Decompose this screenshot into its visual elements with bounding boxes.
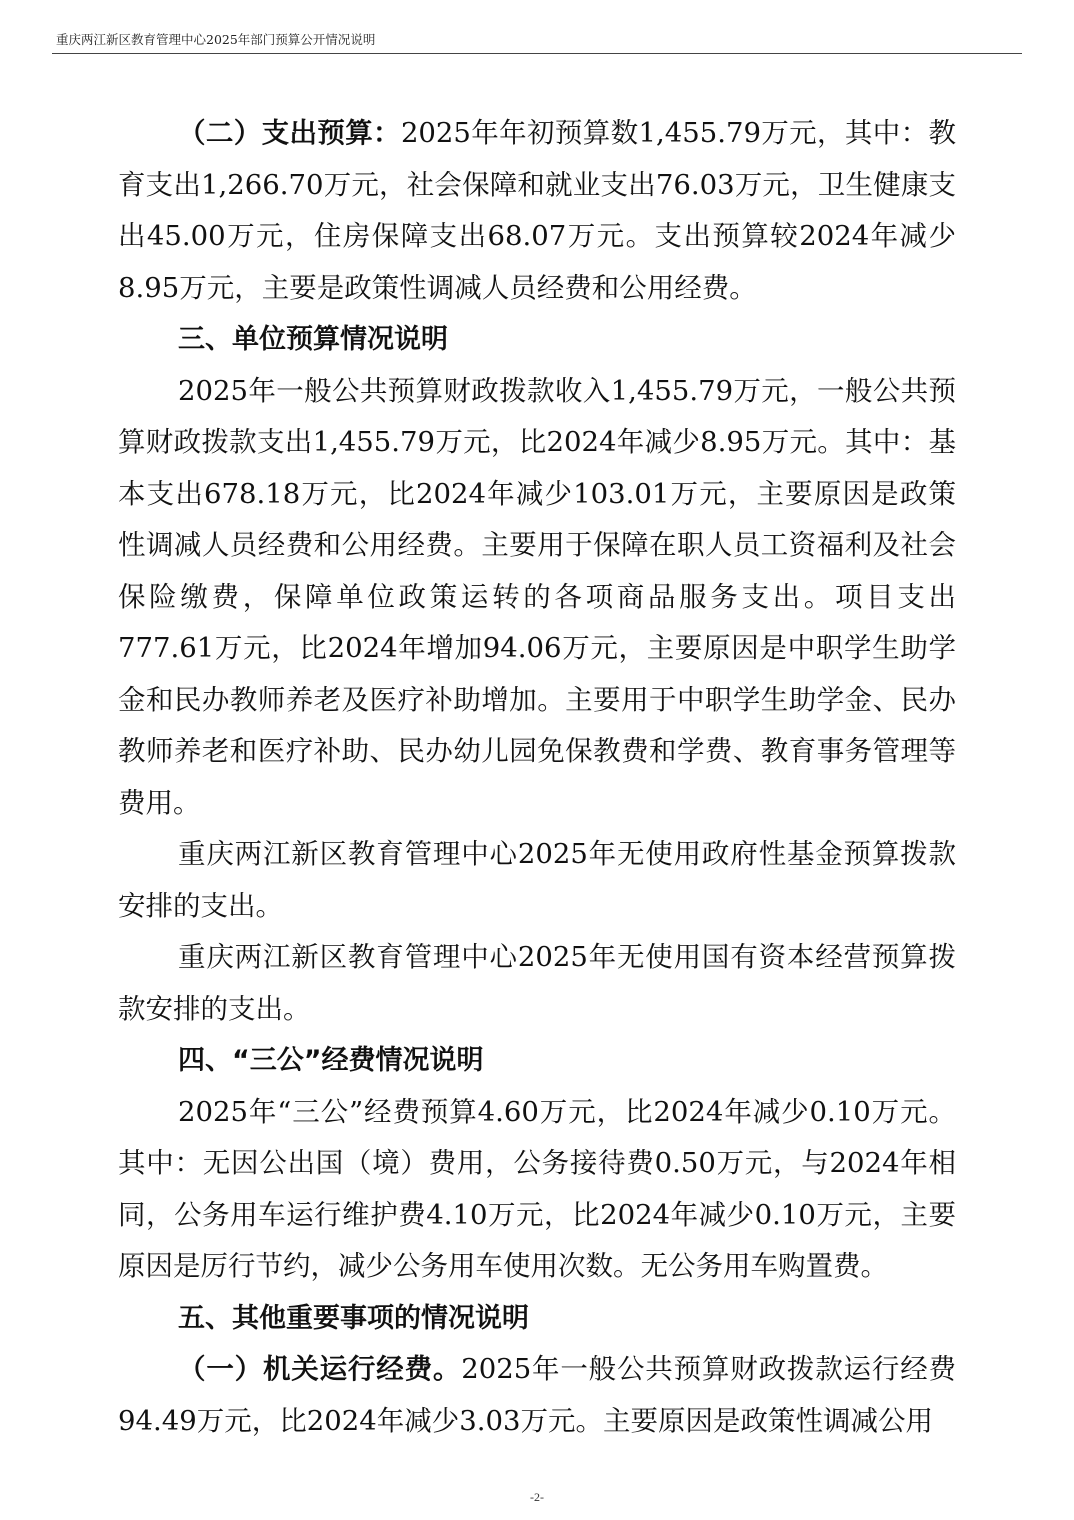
subsection-label-operating: （一）机关运行经费。 [178, 1353, 462, 1385]
section-heading-three-public: 四、“三公”经费情况说明 [178, 1045, 484, 1076]
expenditure-budget-paragraph [118, 108, 956, 314]
running-header: 重庆两江新区教育管理中心2025年部门预算公开情况说明 [56, 32, 376, 47]
three-public-paragraph: 2025年“三公”经费预算4.60万元，比2024年减少0.10万元。其中：无因公出国（境）费用，公务接待费0.50万元，与2024年相同，公务用车运行维护费4.10万元，比2024年减少0.10万元，主要原因是厉行节约，减少公务用车使用次数。无公务用车购置费。 [118, 1095, 956, 1282]
government-fund-paragraph: 重庆两江新区教育管理中心2025年无使用政府性基金预算拨款安排的支出。 [118, 838, 956, 922]
header-divider [52, 53, 1022, 54]
state-capital-paragraph: 重庆两江新区教育管理中心2025年无使用国有资本经营预算拨款安排的支出。 [118, 941, 956, 1025]
document-body [118, 108, 956, 1447]
unit-budget-paragraph: 2025年一般公共预算财政拨款收入1,455.79万元，一般公共预算财政拨款支出1,455.79万元，比2024年减少8.95万元。其中：基本支出678.18万元，比2024年减少103.01万元，主要原因是政策性调减人员经费和公用经费。主要用于保障在职人员工资福利及社会保险缴费，保障单位政策运转的各项商品服务支出。项目支出777.61万元，比2024年增加94.06万元，主要原因是中职学生助学金和民办教师养老及医疗补助增加。主要用于中职学生助学金、民办教师养老和医疗补助、民办幼儿园免保教费和学费、教育事务管理等费用。 [118, 374, 956, 819]
section-heading-other-matters: 五、其他重要事项的情况说明 [178, 1302, 529, 1334]
paragraph-text: 2025年年初预算数1,455.79万元，其中：教育支出1,266.70万元，社会保障和就业支出76.03万元，卫生健康支出45.00万元，住房保障支出68.07万元。支出预算较2024年减少8.95万元，主要是政策性调减人员经费和公用经费。 [118, 117, 957, 304]
operating-expenses-paragraph [118, 1344, 956, 1447]
paragraph-text: 2025年一般公共预算财政拨款运行经费94.49万元，比2024年减少3.03万元。主要原因是政策性调减公用 [118, 1353, 957, 1437]
section-heading-unit-budget: 三、单位预算情况说明 [178, 324, 448, 355]
page-number: -2- [530, 1490, 544, 1504]
subsection-label-expenditure: （二）支出预算： [178, 117, 401, 149]
